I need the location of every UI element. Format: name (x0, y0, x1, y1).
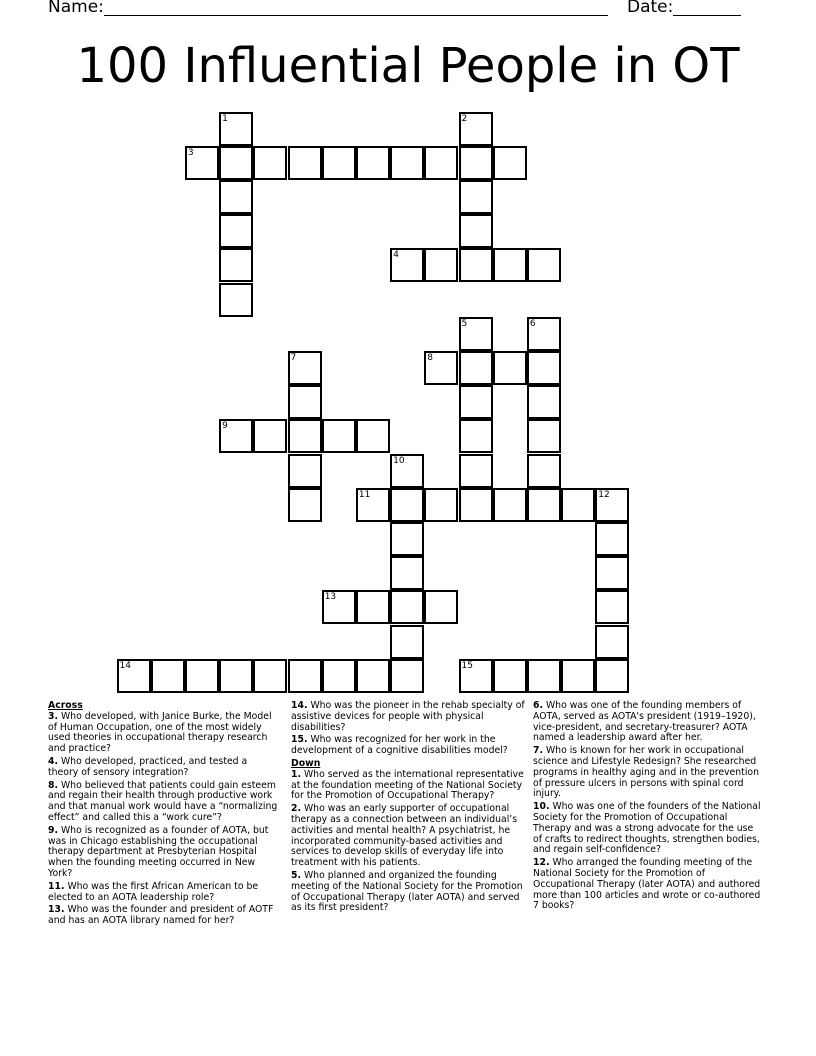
grid-cell[interactable] (527, 659, 561, 693)
grid-cell-2[interactable] (459, 112, 493, 146)
clue-item-number: 9. (48, 824, 59, 836)
clue-number: 4 (393, 250, 399, 261)
grid-cell[interactable] (561, 488, 595, 522)
grid-cell[interactable] (219, 659, 253, 693)
grid-cell[interactable] (390, 556, 424, 590)
grid-cell-6[interactable] (527, 317, 561, 351)
clue-item (291, 735, 525, 757)
clue-item-number: 15. (291, 734, 308, 746)
clue-item-text: Who was one of the founders of the National Society for the Promotion of Occupational Therapy and was a strong advocate for the use of crafts to redirect thoughts, strengthen bodies, and regain self-confidence? (533, 801, 761, 856)
grid-cell[interactable] (390, 146, 424, 180)
name-label: Name: (48, 0, 104, 17)
grid-cell[interactable] (459, 214, 493, 248)
clue-item-number: 6. (533, 700, 544, 711)
clue-item-text: Who believed that patients could gain esteem and regain their health through productive work and that manual work would have a “normalizing effect” and called this a “work cure”? (48, 779, 278, 823)
clue-item (48, 882, 280, 904)
grid-cell[interactable] (185, 659, 219, 693)
clue-item-number: 1. (291, 768, 302, 780)
clue-item-number: 7. (533, 745, 544, 757)
grid-cell[interactable] (595, 556, 629, 590)
clue-item-text: Who is known for her work in occupational science and Lifestyle Redesign? She researched programs in healthy aging and in the prevention of pressure ulcers in persons with spinal cord injury. (533, 745, 759, 800)
grid-cell[interactable] (527, 488, 561, 522)
grid-cell[interactable] (288, 419, 322, 453)
clue-item-number: 12. (533, 857, 550, 869)
clue-item-text: Who developed, with Janice Burke, the Model of Human Occupation, one of the most widely used theories in occupational therapy research and practice? (48, 710, 272, 755)
clue-item (48, 781, 280, 824)
clue-item-number: 10. (533, 801, 550, 813)
clue-item-text: Who was the pioneer in the rehab specialty of assistive devices for people with physical disabilities? (291, 700, 525, 733)
grid-cell[interactable] (288, 659, 322, 693)
clues-column-1 (48, 701, 280, 929)
grid-cell[interactable] (493, 248, 527, 282)
grid-cell[interactable] (390, 659, 424, 693)
clue-item (48, 757, 280, 779)
clue-number: 9 (222, 421, 228, 432)
grid-cell-15[interactable] (459, 659, 493, 693)
grid-cell[interactable] (595, 522, 629, 556)
grid-cell-13[interactable] (322, 590, 356, 624)
grid-cell[interactable] (390, 488, 424, 522)
grid-cell[interactable] (459, 180, 493, 214)
grid-cell[interactable] (356, 419, 390, 453)
grid-cell-3[interactable] (185, 146, 219, 180)
grid-cell[interactable] (493, 488, 527, 522)
clue-item-number: 5. (291, 869, 302, 881)
grid-cell[interactable] (356, 146, 390, 180)
clue-item-number: 8. (48, 779, 59, 791)
grid-cell[interactable] (561, 659, 595, 693)
grid-cell[interactable] (288, 488, 322, 522)
grid-cell[interactable] (595, 590, 629, 624)
grid-cell[interactable] (390, 590, 424, 624)
clue-item (48, 712, 280, 755)
grid-cell[interactable] (253, 659, 287, 693)
clue-item-number: 14. (291, 700, 308, 711)
clue-item-text: Who was one of the founding members of AOTA, served as AOTA's president (1919–1920), vice-president, and secretary-treasurer? AOTA named a leadership award after her. (533, 700, 756, 744)
grid-cell[interactable] (424, 590, 458, 624)
date-label: Date: (627, 0, 674, 17)
grid-cell-12[interactable] (595, 488, 629, 522)
clue-number: 14 (119, 660, 131, 671)
grid-cell[interactable] (527, 351, 561, 385)
clue-item-text: Who planned and organized the founding meeting of the National Society for the Promotion of Occupational Therapy (later AOTA) and served as its first president? (291, 869, 523, 914)
clue-item-text: Who was the founder and president of AOTF and has an AOTA library named for her? (48, 904, 274, 927)
grid-cell[interactable] (253, 419, 287, 453)
clue-item (291, 770, 525, 802)
grid-cell-7[interactable] (288, 351, 322, 385)
grid-cell[interactable] (356, 659, 390, 693)
grid-cell[interactable] (595, 659, 629, 693)
grid-cell[interactable] (151, 659, 185, 693)
page-title: 100 Influential People in OT (76, 38, 740, 94)
clues-column-2 (291, 701, 525, 916)
grid-cell-4[interactable] (390, 248, 424, 282)
grid-cell-10[interactable] (390, 454, 424, 488)
grid-cell[interactable] (356, 590, 390, 624)
grid-cell[interactable] (322, 146, 356, 180)
clue-number: 2 (461, 113, 468, 124)
clue-item (291, 804, 525, 869)
grid-cell[interactable] (253, 146, 287, 180)
clue-number: 1 (222, 113, 228, 124)
grid-cell[interactable] (493, 351, 527, 385)
grid-cell[interactable] (459, 488, 493, 522)
clue-item (533, 858, 765, 912)
clue-number: 3 (187, 147, 194, 158)
grid-cell[interactable] (527, 385, 561, 419)
clue-number: 5 (461, 318, 468, 329)
grid-cell[interactable] (527, 248, 561, 282)
grid-cell[interactable] (459, 248, 493, 282)
clue-item-text: Who was the first African American to be elected to an AOTA leadership role? (48, 880, 259, 903)
clue-item-number: 4. (48, 755, 59, 767)
grid-cell[interactable] (219, 146, 253, 180)
grid-cell[interactable] (322, 419, 356, 453)
clue-section-heading: Down (291, 757, 321, 769)
clue-number: 13 (324, 592, 337, 603)
clue-item (533, 746, 765, 800)
grid-cell[interactable] (390, 522, 424, 556)
grid-cell[interactable] (288, 385, 322, 419)
clue-item-text: Who was recognized for her work in the development of a cognitive disabilities model? (291, 734, 508, 757)
grid-cell[interactable] (390, 625, 424, 659)
grid-cell[interactable] (219, 180, 253, 214)
grid-cell[interactable] (219, 283, 253, 317)
grid-cell[interactable] (459, 385, 493, 419)
grid-cell-1[interactable] (219, 112, 253, 146)
grid-cell-5[interactable] (459, 317, 493, 351)
clue-number: 12 (598, 489, 610, 500)
grid-cell[interactable] (459, 146, 493, 180)
clues-column-3 (533, 701, 765, 914)
clue-number: 6 (529, 318, 536, 329)
clue-item-text: Who arranged the founding meeting of the National Society for the Promotion of Occupational Therapy (later AOTA) and authored more than 100 articles and wrote or co-authored 7 books? (533, 857, 761, 912)
clue-item-number: 11. (48, 880, 65, 892)
clue-item (291, 871, 525, 914)
grid-cell[interactable] (288, 146, 322, 180)
clue-number: 11 (358, 489, 371, 500)
grid-cell[interactable] (459, 351, 493, 385)
clue-number: 8 (427, 353, 434, 363)
grid-cell[interactable] (322, 659, 356, 693)
grid-cell[interactable] (459, 454, 493, 488)
clue-section-heading: Across (48, 700, 83, 711)
clue-number: 7 (290, 353, 297, 363)
clue-item (533, 802, 765, 856)
clue-item (48, 905, 280, 927)
grid-cell[interactable] (219, 214, 253, 248)
clue-item-number: 13. (48, 904, 65, 916)
clue-item (533, 701, 765, 744)
clue-number: 10 (393, 455, 405, 466)
grid-cell[interactable] (527, 454, 561, 488)
clue-item-number: 2. (291, 803, 302, 815)
clue-item-text: Who developed, practiced, and tested a theory of sensory integration? (48, 755, 248, 778)
grid-cell[interactable] (595, 625, 629, 659)
grid-cell[interactable] (493, 146, 527, 180)
clue-item-text: Who served as the international representative at the foundation meeting of the National Society for the Promotion of Occupational Therapy? (291, 768, 524, 802)
clue-item-text: Who was an early supporter of occupational therapy as a connection between an individual’s activities and mental health? A psychiatrist, he incorporated community-based activities and services to develop skills of everyday life into treatment with his patients. (291, 803, 518, 869)
grid-cell[interactable] (219, 248, 253, 282)
grid-cell-14[interactable] (117, 659, 151, 693)
grid-cell[interactable] (288, 454, 322, 488)
grid-cell-9[interactable] (219, 419, 253, 453)
grid-cell[interactable] (527, 419, 561, 453)
clue-item-number: 3. (48, 710, 59, 722)
grid-cell[interactable] (424, 146, 458, 180)
clue-item (291, 701, 525, 733)
clue-item (48, 826, 280, 880)
grid-cell[interactable] (459, 419, 493, 453)
grid-cell[interactable] (424, 248, 458, 282)
grid-cell[interactable] (493, 659, 527, 693)
grid-cell-11[interactable] (356, 488, 390, 522)
clue-number: 15 (461, 660, 473, 671)
grid-cell-8[interactable] (424, 351, 458, 385)
grid-cell[interactable] (424, 488, 458, 522)
clue-item-text: Who is recognized as a founder of AOTA, but was in Chicago establishing the occupational therapy department at Presbyterian Hospital when the founding meeting occurred in New York? (48, 824, 269, 879)
